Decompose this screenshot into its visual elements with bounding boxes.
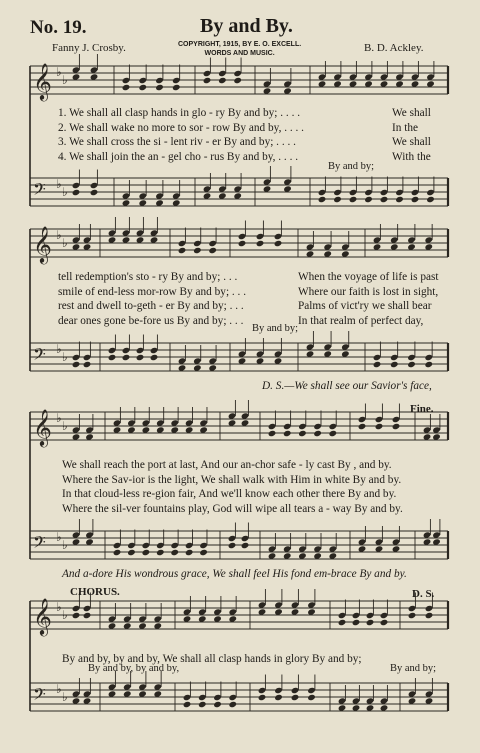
note-head (122, 84, 131, 91)
note-head (424, 361, 433, 368)
note-head (203, 77, 212, 84)
flat-icon: ♭ (56, 65, 62, 79)
note-head (72, 612, 81, 619)
note-head (241, 542, 250, 549)
note-head (291, 694, 300, 701)
note-head (238, 240, 247, 247)
note-head (228, 542, 237, 549)
note-head (313, 430, 322, 437)
note-head (407, 361, 416, 368)
note-head (274, 240, 283, 247)
verse-ending: Palms of vict'ry we shall bear (298, 300, 432, 312)
note-head (183, 701, 192, 708)
bass-clef-icon: 𝄢 (33, 532, 46, 556)
note-head (228, 701, 237, 708)
flat-icon: ♭ (62, 608, 68, 622)
fine-marker: Fine. (410, 403, 434, 415)
treble-clef-icon: 𝄞 (33, 225, 52, 263)
note-head (258, 694, 267, 701)
treble-clef-icon: 𝄞 (33, 62, 52, 100)
note-head (150, 354, 159, 361)
hymn-title: By and By. (200, 15, 293, 37)
flat-icon: ♭ (56, 682, 62, 696)
verse-ending: We shall (392, 107, 431, 119)
note-head (364, 196, 373, 203)
note-head (142, 549, 151, 556)
flat-icon: ♭ (62, 185, 68, 199)
note-head (72, 189, 81, 196)
flat-icon: ♭ (62, 690, 68, 704)
note-head (233, 77, 242, 84)
verse-ending: With the (392, 150, 431, 163)
flat-icon: ♭ (62, 419, 68, 433)
bass-clef-icon: 𝄢 (33, 179, 46, 203)
note-head (218, 77, 227, 84)
note-head (256, 240, 265, 247)
note-head (395, 196, 404, 203)
note-head (268, 430, 277, 437)
note-head (208, 247, 217, 254)
flat-icon: ♭ (56, 411, 62, 425)
verse-ending: When the voyage of life is past (298, 271, 439, 283)
copyright-line-1: COPYRIGHT, 1915, BY E. O. EXCELL. (178, 41, 302, 48)
chorus-lyric: By and by, by and by, We shall all clasp hands in glory By and by; (62, 653, 362, 665)
verse-line: 3. We shall cross the si - lent riv - er By and by; . . . . (58, 136, 296, 148)
verse-ending: We shall (392, 136, 431, 148)
copyright-line-2: WORDS AND MUSIC. (204, 50, 275, 57)
note-head (283, 430, 292, 437)
flat-icon: ♭ (56, 228, 62, 242)
flat-icon: ♭ (56, 530, 62, 544)
note-head (358, 423, 367, 430)
flat-icon: ♭ (62, 236, 68, 250)
note-head (329, 430, 338, 437)
chorus-label: CHORUS. (70, 586, 120, 598)
note-head (392, 423, 401, 430)
lyricist: Fanny J. Crosby. (52, 42, 126, 54)
verse-ending: In the (392, 121, 419, 134)
verse-line: rest and dwell to-geth - er By and by; . . . (58, 300, 244, 312)
verse-line: 1. We shall all clasp hands in glo - ry By and by; . . . . (58, 107, 301, 119)
ds-lyric-line-2: And a-dore His wondrous grace, We shall feel His fond em-brace By and by. (62, 568, 407, 580)
ds-marker: D. S. (412, 588, 435, 600)
verse-line: 4. We shall join the an - gel cho - rus By and by, . . . . (58, 150, 299, 163)
bass-clef-icon: 𝄢 (33, 344, 46, 368)
note-head (411, 196, 420, 203)
verse-line: Where the sil-ver fountains play, God will wipe all tears a - way By and by. (62, 502, 403, 515)
flat-icon: ♭ (56, 177, 62, 191)
note-head (113, 549, 122, 556)
note-head (83, 361, 92, 368)
system1-endings (392, 106, 431, 164)
note-head (193, 247, 202, 254)
verse-line: In that cloud-less re-gion fair, And we'll know each other there By and by. (62, 488, 397, 500)
note-head (170, 549, 179, 556)
flat-icon: ♭ (62, 350, 68, 364)
treble-clef-icon: 𝄞 (33, 408, 52, 446)
flat-icon: ♭ (56, 600, 62, 614)
note-head (72, 361, 81, 368)
note-head (333, 196, 342, 203)
note-head (108, 354, 117, 361)
verse-line: tell redemption's sto - ry By and by; . . . (58, 271, 238, 283)
note-head (136, 354, 145, 361)
note-head (198, 701, 207, 708)
note-head (338, 619, 347, 626)
chorus-bass-words-left: By and by, by and by, (88, 663, 180, 674)
note-head (127, 549, 136, 556)
note-head (90, 189, 99, 196)
note-head (390, 361, 399, 368)
note-head (178, 247, 187, 254)
note-head (318, 196, 327, 203)
verse-line: We shall reach the port at last, And our an-chor safe - ly cast By , and by. (62, 459, 392, 471)
note-head (352, 619, 361, 626)
composer: B. D. Ackley. (364, 42, 424, 54)
note-head (172, 84, 181, 91)
flat-icon: ♭ (56, 342, 62, 356)
verse-line: dear ones gone be-fore us By and by; . . . (58, 314, 244, 327)
hymn-number: No. 19. (30, 17, 87, 38)
verse-ending: In that realm of perfect day, (298, 314, 424, 327)
note-head (274, 694, 283, 701)
system3-verses (62, 458, 403, 516)
treble-clef-icon: 𝄞 (33, 597, 52, 635)
bass-clef-icon: 𝄢 (33, 684, 46, 708)
note-head (408, 612, 417, 619)
note-head (298, 430, 307, 437)
note-head (138, 84, 147, 91)
verse-line: Where the Sav-ior is the light, We shall walk with Him in white By and by. (62, 473, 402, 486)
note-head (199, 549, 208, 556)
verse-line: smile of end-less mor-row By and by; . . . (58, 285, 247, 298)
note-head (426, 196, 435, 203)
note-head (213, 701, 222, 708)
note-head (122, 354, 131, 361)
note-head (307, 694, 316, 701)
chorus-bass-words-right: By and by; (390, 663, 437, 674)
note-head (373, 361, 382, 368)
system2-endings (298, 270, 439, 328)
note-head (185, 549, 194, 556)
system1-verses (58, 106, 304, 164)
flat-icon: ♭ (62, 73, 68, 87)
note-head (380, 196, 389, 203)
note-head (425, 612, 434, 619)
verse-line: 2. We shall wake no more to sor - row By and by, . . . . (58, 121, 305, 134)
ds-lyric-line: D. S.—We shall see our Savior's face, (262, 380, 432, 392)
note-head (375, 423, 384, 430)
system1-bass-words: By and by; (328, 161, 375, 172)
note-head (155, 84, 164, 91)
note-head (156, 549, 165, 556)
system2-bass-words: By and by; (252, 323, 299, 334)
note-head (349, 196, 358, 203)
verse-ending: Where our faith is lost in sight, (298, 285, 439, 298)
note-head (366, 619, 375, 626)
note-head (380, 619, 389, 626)
system2-verses (58, 270, 246, 328)
note-head (83, 612, 92, 619)
flat-icon: ♭ (62, 538, 68, 552)
